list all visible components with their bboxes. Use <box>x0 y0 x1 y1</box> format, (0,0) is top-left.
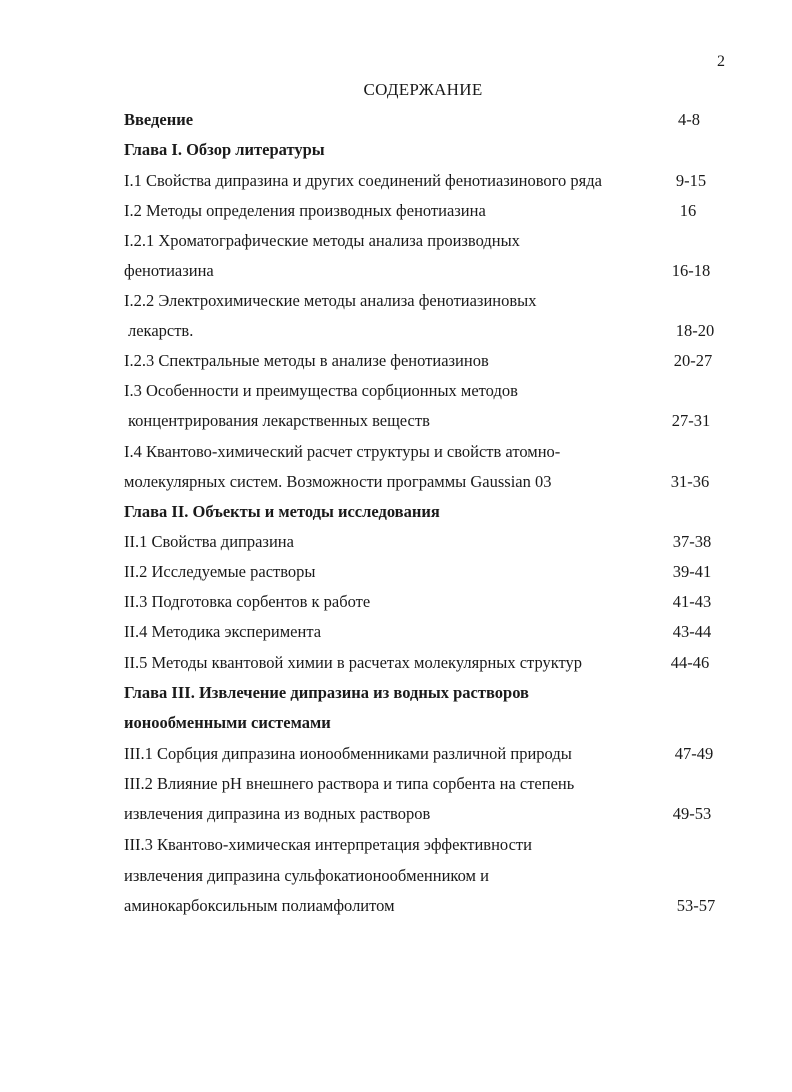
toc-entry: концентрирования лекарственных веществ <box>128 411 430 430</box>
page-title: СОДЕРЖАНИЕ <box>363 80 483 99</box>
toc-page-ref: 16-18 <box>671 261 711 280</box>
toc-entry: II.1 Свойства дипразина <box>124 532 294 551</box>
toc-entry: молекулярных систем. Возможности программы Gaussian 03 <box>124 472 552 491</box>
toc-page-ref: 49-53 <box>672 804 712 823</box>
toc-page-ref: 41-43 <box>672 592 712 611</box>
toc-entry: III.3 Квантово-химическая интерпретация эффективности <box>124 835 532 854</box>
toc-entry: Введение <box>124 110 194 129</box>
toc-entry: I.2 Методы определения производных фенотиазина <box>124 201 486 220</box>
toc-page-ref: 44-46 <box>670 653 710 672</box>
toc-entry: Глава III. Извлечение дипразина из водных растворов <box>124 683 529 702</box>
toc-page-ref: 27-31 <box>671 411 711 430</box>
toc-entry: фенотиазина <box>124 261 214 280</box>
toc-entry: извлечения дипразина сульфокатионообменником и <box>124 866 489 885</box>
toc-entry: I.4 Квантово-химический расчет структуры и свойств атомно- <box>124 442 561 461</box>
toc-page-ref: 43-44 <box>672 622 712 641</box>
toc-entry: II.2 Исследуемые растворы <box>124 562 316 581</box>
toc-entry: извлечения дипразина из водных растворов <box>124 804 431 823</box>
toc-entry: III.1 Сорбция дипразина ионообменниками различной природы <box>124 744 572 763</box>
toc-entry: аминокарбоксильным полиамфолитом <box>124 896 395 915</box>
page-number: 2 <box>717 53 725 70</box>
toc-entry: I.1 Свойства дипразина и других соединений фенотиазинового ряда <box>124 171 602 190</box>
toc-entry: I.2.3 Спектральные методы в анализе фенотиазинов <box>124 351 489 370</box>
toc-entry: I.2.1 Хроматографические методы анализа производных <box>124 231 520 250</box>
toc-page-ref: 47-49 <box>674 744 714 763</box>
toc-entry: ионообменными системами <box>124 713 331 732</box>
toc-page-ref: 31-36 <box>670 472 710 491</box>
toc-page-ref: 9-15 <box>675 171 707 190</box>
toc-entry: Глава I. Обзор литературы <box>124 140 325 159</box>
toc-entry: Глава II. Объекты и методы исследования <box>124 502 440 521</box>
toc-page-ref: 37-38 <box>672 532 712 551</box>
toc-page-ref: 20-27 <box>673 351 713 370</box>
toc-page-ref: 39-41 <box>672 562 712 581</box>
toc-entry: I.3 Особенности и преимущества сорбционных методов <box>124 381 518 400</box>
toc-page-ref: 18-20 <box>675 321 715 340</box>
toc-entry: лекарств. <box>128 321 194 340</box>
toc-page-ref: 53-57 <box>676 896 716 915</box>
toc-page-ref: 16 <box>679 201 697 220</box>
toc-entry: I.2.2 Электрохимические методы анализа фенотиазиновых <box>124 291 537 310</box>
toc-entry: II.3 Подготовка сорбентов к работе <box>124 592 371 611</box>
toc-entry: III.2 Влияние pH внешнего раствора и типа сорбента на степень <box>124 774 575 793</box>
toc-entry: II.4 Методика эксперимента <box>124 622 322 641</box>
toc-entry: II.5 Методы квантовой химии в расчетах молекулярных структур <box>124 653 583 672</box>
toc-page-ref: 4-8 <box>678 110 700 129</box>
